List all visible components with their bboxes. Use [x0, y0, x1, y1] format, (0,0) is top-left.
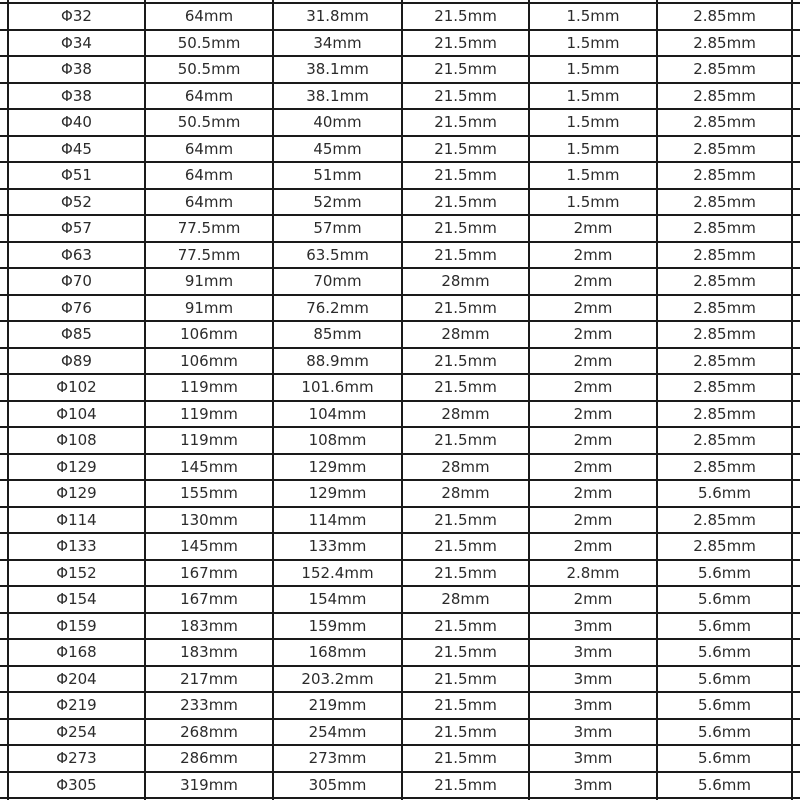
- table-cell: 21.5mm: [434, 749, 497, 767]
- table-cell: 21.5mm: [434, 696, 497, 714]
- table-cell: 5.6mm: [697, 669, 752, 688]
- table-cell: 217mm: [180, 669, 238, 688]
- table-row: [0, 613, 800, 640]
- table-cell: 3mm: [573, 775, 613, 794]
- table-cell: 155mm: [180, 484, 238, 502]
- table-cell: 3mm: [573, 616, 613, 635]
- table-cell: 2.85mm: [693, 192, 756, 211]
- table-cell: 31.8mm: [306, 7, 369, 25]
- table-cell: 21.5mm: [434, 669, 497, 688]
- table-cell: Φ152: [56, 563, 97, 582]
- table-cell: 2mm: [573, 325, 613, 343]
- table-cell: 5.6mm: [697, 696, 752, 714]
- table-cell: 51mm: [313, 166, 362, 184]
- table-row: [0, 533, 800, 560]
- table-cell: 21.5mm: [434, 113, 497, 131]
- table-cell: Φ108: [56, 431, 97, 449]
- table-cell: 2mm: [573, 351, 613, 370]
- table-cell: Φ76: [61, 298, 92, 317]
- table-cell: 268mm: [180, 722, 238, 741]
- table-cell: 119mm: [180, 378, 238, 396]
- table-cell: 28mm: [441, 457, 490, 476]
- table-cell: Φ219: [56, 696, 97, 714]
- table-cell: 21.5mm: [434, 510, 497, 529]
- table-cell: 183mm: [180, 643, 238, 661]
- table-cell: 28mm: [441, 325, 490, 343]
- table-cell: 167mm: [180, 563, 238, 582]
- table-cell: 108mm: [308, 431, 367, 449]
- table-cell: 38.1mm: [306, 86, 369, 105]
- table-cell: 2.85mm: [693, 272, 756, 290]
- table-cell: 21.5mm: [434, 7, 497, 25]
- table-cell: Φ104: [56, 404, 97, 423]
- table-cell: 183mm: [180, 616, 238, 635]
- table-cell: 21.5mm: [434, 139, 497, 158]
- table-cell: 2.85mm: [693, 298, 756, 317]
- table-cell: Φ45: [61, 139, 92, 158]
- table-row: [0, 162, 800, 189]
- table-cell: 5.6mm: [697, 749, 752, 767]
- table-cell: 2.85mm: [693, 537, 756, 555]
- table-cell: Φ273: [56, 749, 97, 767]
- table-cell: 145mm: [180, 457, 238, 476]
- table-cell: 52mm: [313, 192, 362, 211]
- table-cell: 1.5mm: [566, 60, 620, 78]
- table-cell: 2mm: [573, 404, 613, 423]
- table-cell: 45mm: [313, 139, 362, 158]
- table-cell: 167mm: [180, 590, 238, 608]
- table-cell: 2mm: [573, 537, 613, 555]
- table-cell: 101.6mm: [301, 378, 374, 396]
- table-cell: 152.4mm: [301, 563, 374, 582]
- table-cell: 21.5mm: [434, 537, 497, 555]
- table-row: [0, 268, 800, 295]
- table-cell: 2mm: [573, 219, 613, 237]
- table-cell: 40mm: [313, 113, 362, 131]
- table-cell: Φ52: [61, 192, 92, 211]
- table-cell: 5.6mm: [697, 616, 752, 635]
- table-cell: 21.5mm: [434, 616, 497, 635]
- table-cell: 91mm: [184, 272, 234, 290]
- table-cell: Φ154: [56, 590, 97, 608]
- table-cell: Φ254: [56, 722, 97, 741]
- table-cell: 21.5mm: [434, 775, 497, 794]
- table-cell: 50.5mm: [177, 113, 241, 131]
- table-cell: 3mm: [573, 722, 613, 741]
- table-cell: Φ129: [56, 457, 97, 476]
- table-cell: 21.5mm: [434, 219, 497, 237]
- table-cell: Φ129: [56, 484, 97, 502]
- table-cell: Φ63: [61, 245, 92, 264]
- table-row: [0, 215, 800, 242]
- table-row: [0, 56, 800, 83]
- table-cell: 145mm: [180, 537, 238, 555]
- table-cell: 5.6mm: [697, 563, 752, 582]
- table-cell: 1.5mm: [566, 192, 620, 211]
- table-cell: 2.85mm: [693, 325, 756, 343]
- table-cell: 273mm: [308, 749, 367, 767]
- table-cell: Φ89: [61, 351, 92, 370]
- table-cell: 28mm: [441, 404, 490, 423]
- table-cell: 1.5mm: [566, 139, 620, 158]
- table-cell: 2.85mm: [693, 245, 756, 264]
- table-row: [0, 374, 800, 401]
- table-cell: 2.85mm: [693, 351, 756, 370]
- table-cell: 1.5mm: [566, 113, 620, 131]
- table-cell: 2.85mm: [693, 139, 756, 158]
- table-cell: 233mm: [180, 696, 238, 714]
- table-cell: 154mm: [308, 590, 367, 608]
- table-cell: 114mm: [308, 510, 367, 529]
- table-cell: 76.2mm: [306, 298, 369, 317]
- table-cell: 2.85mm: [693, 166, 756, 184]
- table-row: [0, 83, 800, 110]
- table-cell: 3mm: [573, 696, 613, 714]
- table-row: [0, 427, 800, 454]
- table-cell: 5.6mm: [697, 590, 752, 608]
- table-cell: 50.5mm: [177, 33, 241, 52]
- table-cell: 2.85mm: [693, 404, 756, 423]
- table-cell: Φ102: [56, 378, 97, 396]
- table-row: [0, 321, 800, 348]
- table-cell: 64mm: [184, 86, 234, 105]
- table-cell: 5.6mm: [697, 484, 752, 502]
- table-cell: 2.85mm: [693, 7, 756, 25]
- table-row: [0, 401, 800, 428]
- table-cell: 64mm: [184, 192, 234, 211]
- table-cell: Φ34: [61, 33, 92, 52]
- table-cell: 34mm: [313, 33, 362, 52]
- table-cell: 28mm: [441, 590, 490, 608]
- table-cell: 21.5mm: [434, 60, 497, 78]
- table-cell: 70mm: [313, 272, 362, 290]
- table-cell: Φ159: [56, 616, 97, 635]
- table-row: [0, 666, 800, 693]
- table-row: [0, 3, 800, 30]
- table-row: [0, 586, 800, 613]
- table-cell: 3mm: [573, 669, 613, 688]
- table-cell: 2mm: [573, 272, 613, 290]
- table-cell: Φ38: [61, 86, 92, 105]
- table-cell: 1.5mm: [566, 7, 620, 25]
- table-cell: 21.5mm: [434, 33, 497, 52]
- table-cell: 286mm: [180, 749, 238, 767]
- table-cell: 168mm: [308, 643, 367, 661]
- table-cell: 3mm: [573, 643, 613, 661]
- table-cell: 2mm: [573, 431, 613, 449]
- table-cell: 57mm: [313, 219, 362, 237]
- table-cell: 21.5mm: [434, 431, 497, 449]
- table-cell: 119mm: [180, 431, 238, 449]
- table-cell: 28mm: [441, 484, 490, 502]
- table-cell: 305mm: [308, 775, 367, 794]
- table-cell: 1.5mm: [566, 86, 620, 105]
- table-cell: 106mm: [180, 325, 238, 343]
- table-cell: 2.85mm: [693, 60, 756, 78]
- table-row: [0, 772, 800, 799]
- table-cell: 88.9mm: [306, 351, 369, 370]
- table-cell: 21.5mm: [434, 563, 497, 582]
- table-cell: 21.5mm: [434, 166, 497, 184]
- table-row: [0, 454, 800, 481]
- table-cell: 77.5mm: [177, 245, 241, 264]
- table-cell: 3mm: [573, 749, 613, 767]
- table-cell: 21.5mm: [434, 722, 497, 741]
- table-cell: 203.2mm: [301, 669, 374, 688]
- table-row: [0, 719, 800, 746]
- table-cell: 91mm: [184, 298, 234, 317]
- table-cell: Φ133: [56, 537, 97, 555]
- table-cell: 104mm: [308, 404, 367, 423]
- table-cell: 85mm: [313, 325, 362, 343]
- table-cell: 21.5mm: [434, 192, 497, 211]
- table-row: [0, 189, 800, 216]
- table-cell: 2.85mm: [693, 457, 756, 476]
- table-cell: 21.5mm: [434, 351, 497, 370]
- table-cell: 5.6mm: [697, 722, 752, 741]
- table-cell: 2mm: [573, 510, 613, 529]
- table-cell: 2mm: [573, 484, 613, 502]
- table-row: [0, 560, 800, 587]
- table-cell: 129mm: [308, 484, 367, 502]
- table-row: [0, 692, 800, 719]
- table-cell: Φ51: [61, 166, 92, 184]
- table-cell: 2.85mm: [693, 33, 756, 52]
- table-cell: 2mm: [573, 457, 613, 476]
- table-cell: 63.5mm: [306, 245, 369, 264]
- table-cell: 2.85mm: [693, 113, 756, 131]
- table-cell: 106mm: [180, 351, 238, 370]
- table-cell: 21.5mm: [434, 245, 497, 264]
- table-cell: 159mm: [308, 616, 367, 635]
- table-cell: 5.6mm: [697, 643, 752, 661]
- table-cell: 2.8mm: [566, 563, 620, 582]
- table-cell: 64mm: [184, 139, 234, 158]
- table-cell: 1.5mm: [566, 166, 620, 184]
- table-cell: 38.1mm: [306, 60, 369, 78]
- table-cell: 64mm: [184, 7, 234, 25]
- table-cell: Φ168: [56, 643, 97, 661]
- table-cell: 2.85mm: [693, 219, 756, 237]
- table-cell: 130mm: [180, 510, 238, 529]
- table-cell: Φ70: [61, 272, 92, 290]
- table-cell: 21.5mm: [434, 643, 497, 661]
- table-cell: 2mm: [573, 298, 613, 317]
- table-cell: 21.5mm: [434, 298, 497, 317]
- table-cell: 21.5mm: [434, 378, 497, 396]
- table-cell: 64mm: [184, 166, 234, 184]
- table-row: [0, 480, 800, 507]
- table-cell: Φ85: [61, 325, 92, 343]
- table-cell: 5.6mm: [697, 775, 752, 794]
- table-cell: Φ38: [61, 60, 92, 78]
- table-row: [0, 242, 800, 269]
- table-row: [0, 295, 800, 322]
- table-row: [0, 348, 800, 375]
- table-cell: 2mm: [573, 590, 613, 608]
- table-cell: 2mm: [573, 378, 613, 396]
- table-cell: 2.85mm: [693, 378, 756, 396]
- table-row: [0, 639, 800, 666]
- table-row: [0, 30, 800, 57]
- table-cell: 77.5mm: [177, 219, 241, 237]
- table-cell: 129mm: [308, 457, 367, 476]
- table-cell: 319mm: [180, 775, 238, 794]
- table-cell: 50.5mm: [177, 60, 241, 78]
- table-cell: 2.85mm: [693, 431, 756, 449]
- table-cell: 2.85mm: [693, 86, 756, 105]
- table-cell: 133mm: [308, 537, 367, 555]
- table-row: [0, 745, 800, 772]
- table-cell: 119mm: [180, 404, 238, 423]
- table-row: [0, 109, 800, 136]
- table-cell: Φ40: [61, 113, 92, 131]
- table-cell: 21.5mm: [434, 86, 497, 105]
- table-cell: 219mm: [308, 696, 367, 714]
- table-cell: Φ32: [61, 7, 92, 25]
- table-cell: Φ114: [56, 510, 97, 529]
- table-cell: 1.5mm: [566, 33, 620, 52]
- table-cell: Φ204: [56, 669, 97, 688]
- table-cell: 254mm: [308, 722, 367, 741]
- table-row: [0, 507, 800, 534]
- table-cell: 28mm: [441, 272, 490, 290]
- table-cell: 2.85mm: [693, 510, 756, 529]
- table-cell: Φ305: [56, 775, 97, 794]
- table-cell: 2mm: [573, 245, 613, 264]
- table-cell: Φ57: [61, 219, 92, 237]
- table-row: [0, 136, 800, 163]
